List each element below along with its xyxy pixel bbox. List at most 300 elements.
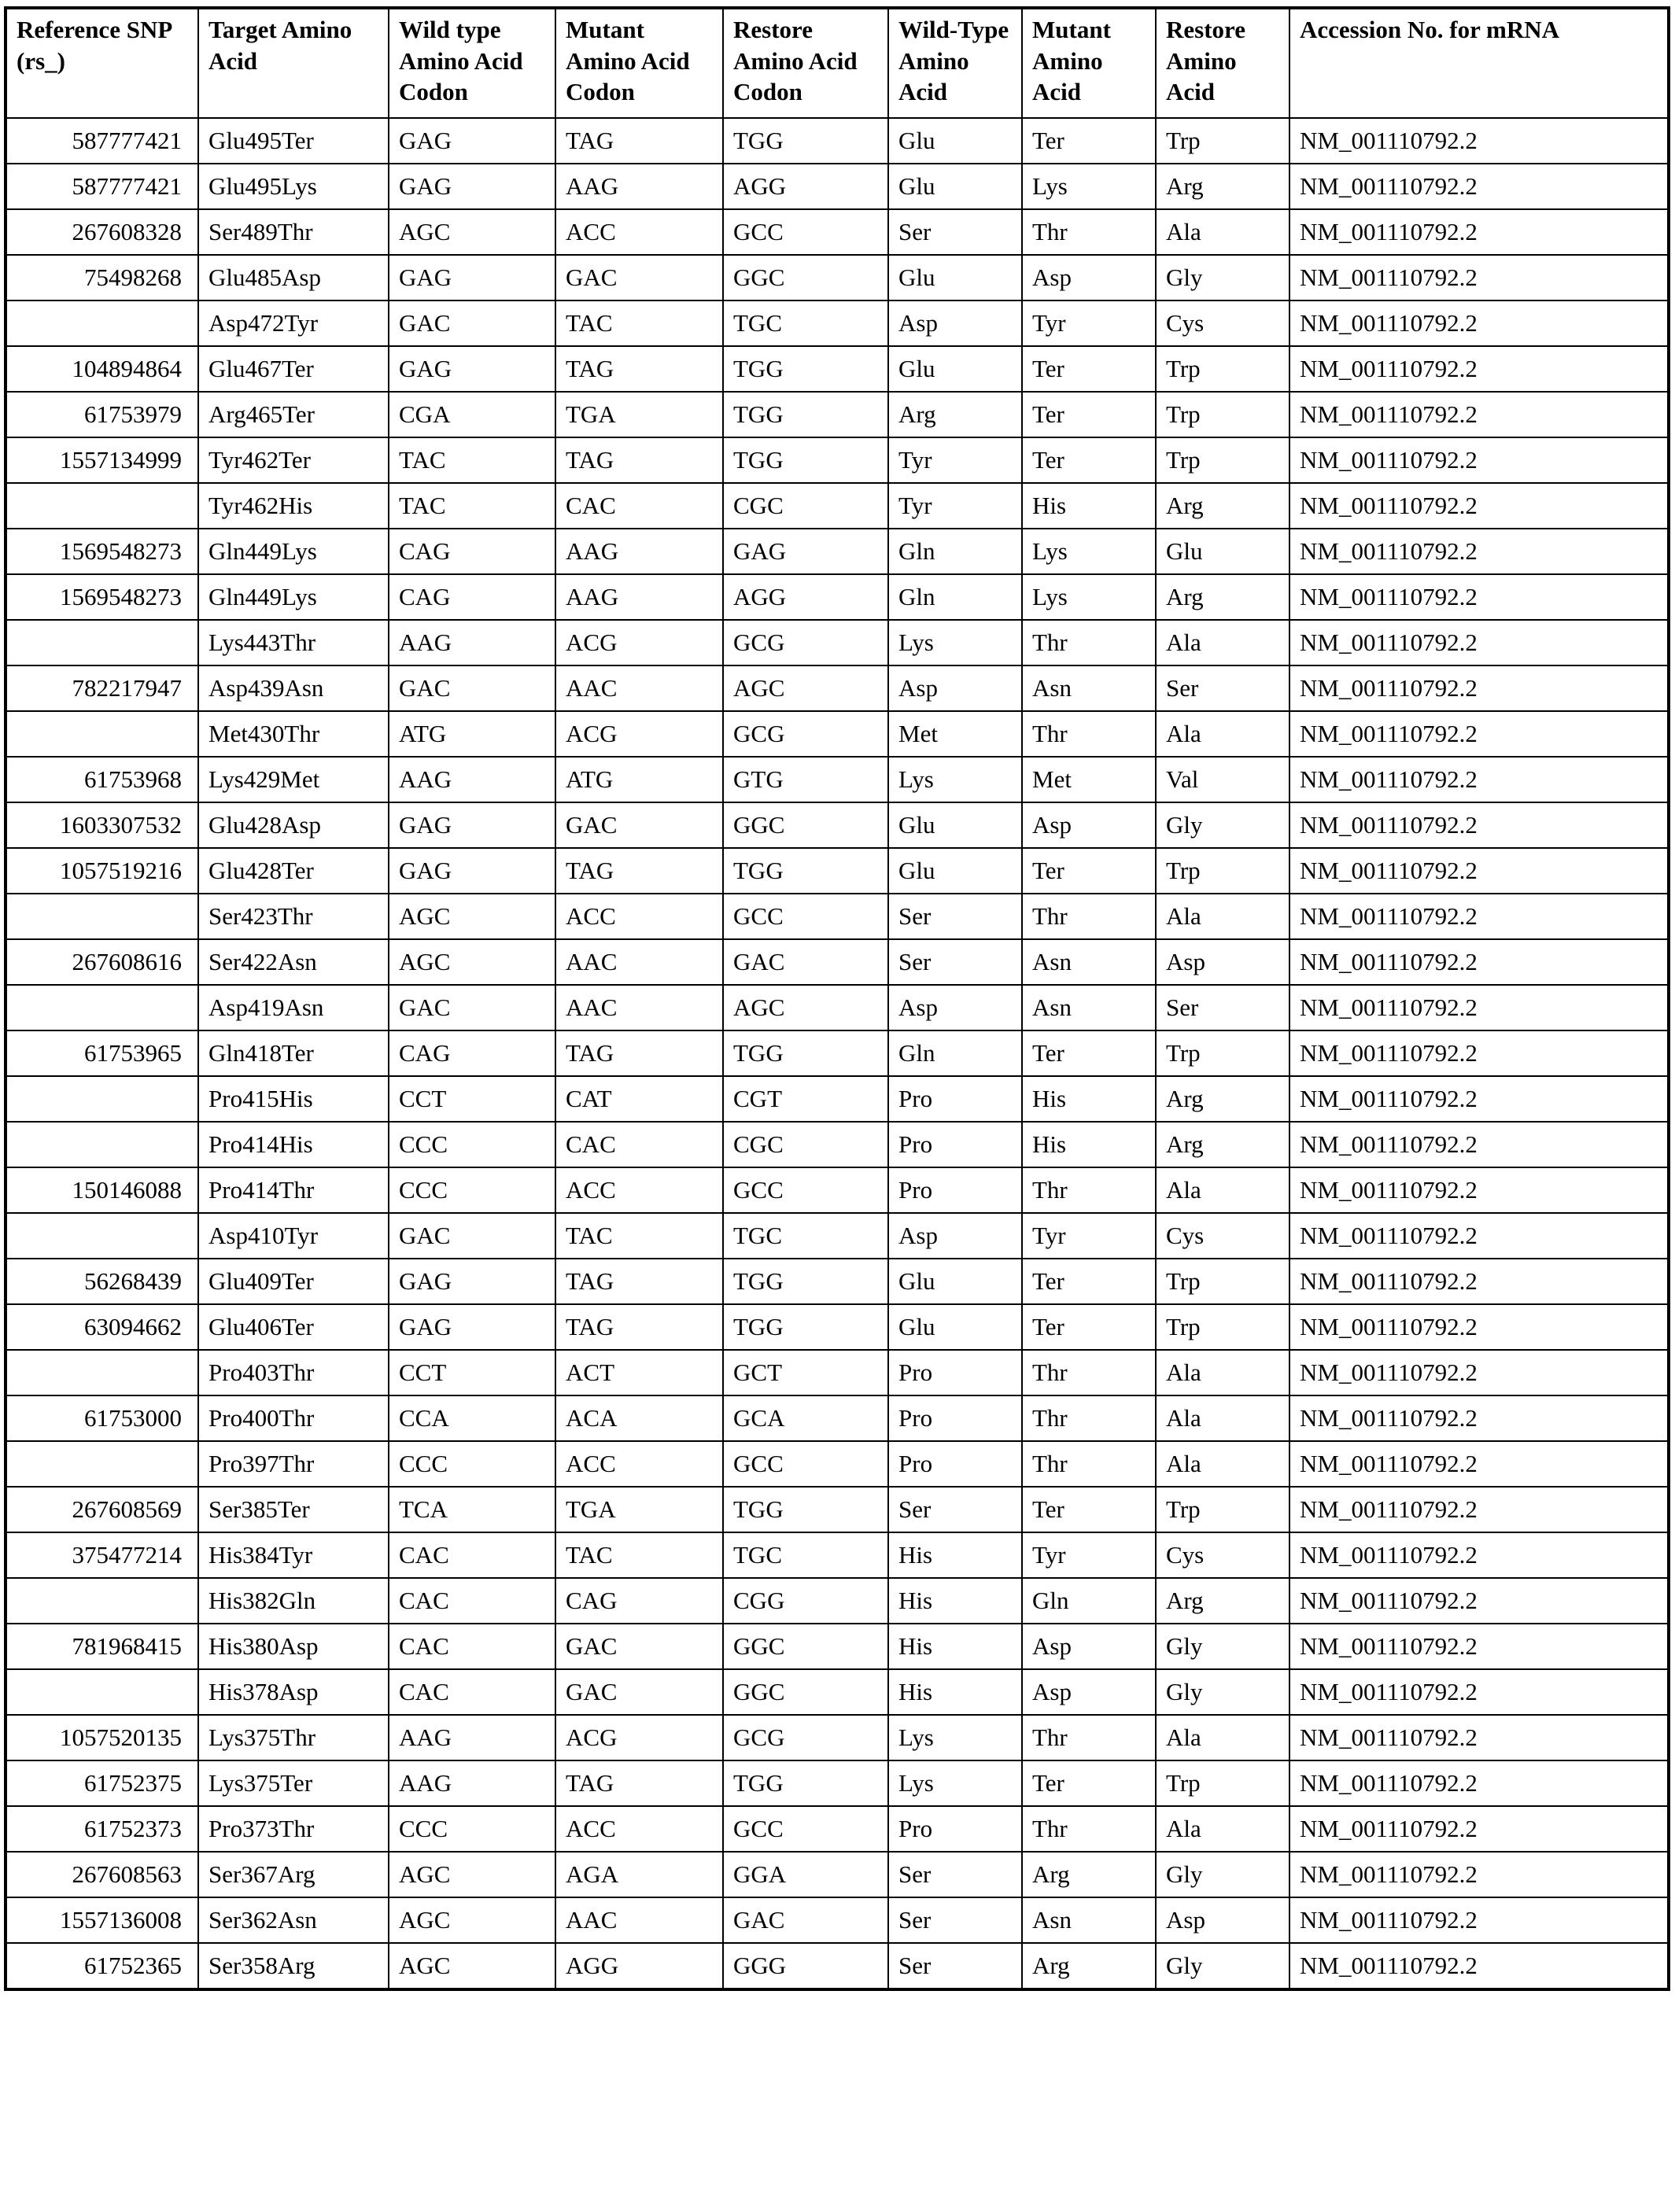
table-cell: NM_001110792.2 [1289,1030,1669,1076]
table-cell: Ter [1022,346,1156,392]
table-cell: AAC [555,665,723,711]
table-cell: GGC [723,802,888,848]
table-cell: Arg [1156,164,1289,209]
table-cell: GCC [723,1806,888,1852]
table-row [6,1852,1669,1897]
table-row [6,1532,1669,1578]
table-cell [6,1213,198,1259]
table-cell: 150146088 [6,1167,198,1213]
table-cell: GAG [389,848,555,894]
table-cell: Pro414Thr [198,1167,389,1213]
table-row [6,1259,1669,1304]
table-cell: GAC [723,1897,888,1943]
table-cell: TAG [555,1760,723,1806]
table-cell [6,711,198,757]
table-cell: Ser [888,209,1022,255]
table-cell: NM_001110792.2 [1289,1395,1669,1441]
table-cell: Arg [1156,1122,1289,1167]
table-cell: His [888,1624,1022,1669]
table-cell: TGG [723,1760,888,1806]
header-cell: Restore Amino Acid [1156,8,1289,118]
table-cell: Ala [1156,1715,1289,1760]
table-cell: GAG [389,346,555,392]
table-cell: GAG [389,1259,555,1304]
table-cell: Asp [1156,1897,1289,1943]
table-head [6,8,1669,118]
table-cell: NM_001110792.2 [1289,711,1669,757]
table-cell: Thr [1022,1395,1156,1441]
table-cell: 61753979 [6,392,198,437]
table-row [6,939,1669,985]
table-cell: GAC [555,255,723,300]
table-row [6,346,1669,392]
table-cell: Lys [1022,529,1156,574]
table-cell: Glu [1156,529,1289,574]
table-cell: ACT [555,1350,723,1395]
table-cell: Ser [888,1852,1022,1897]
table-cell: CAC [389,1669,555,1715]
table-cell: Met [888,711,1022,757]
table-cell: AGC [389,939,555,985]
table-cell: GGA [723,1852,888,1897]
table-cell: Pro [888,1441,1022,1487]
table-cell: Ser [888,1487,1022,1532]
table-cell: GAC [555,1669,723,1715]
table-cell: TGA [555,1487,723,1532]
table-cell: Pro [888,1350,1022,1395]
table-cell: Trp [1156,437,1289,483]
table-cell: Trp [1156,1304,1289,1350]
table-cell: Arg [1156,483,1289,529]
table-cell: AAG [389,620,555,665]
table-cell: Lys375Ter [198,1760,389,1806]
header-cell: Target Amino Acid [198,8,389,118]
table-cell: Gly [1156,1669,1289,1715]
table-row [6,802,1669,848]
table-cell [6,1669,198,1715]
table-cell: GAG [389,802,555,848]
table-cell: NM_001110792.2 [1289,1304,1669,1350]
table-cell: NM_001110792.2 [1289,118,1669,164]
table-cell: His [888,1532,1022,1578]
table-cell: NM_001110792.2 [1289,164,1669,209]
table-cell: NM_001110792.2 [1289,392,1669,437]
table-row [6,574,1669,620]
table-row [6,529,1669,574]
table-cell: AGG [723,164,888,209]
table-cell: GGG [723,1943,888,1989]
table-cell: CCC [389,1122,555,1167]
header-cell: Mutant Amino Acid Codon [555,8,723,118]
table-cell: GCC [723,1167,888,1213]
table-cell: AAC [555,1897,723,1943]
table-cell: NM_001110792.2 [1289,1806,1669,1852]
table-cell: NM_001110792.2 [1289,529,1669,574]
table-cell: Glu [888,255,1022,300]
table-cell: CGT [723,1076,888,1122]
table-row [6,1395,1669,1441]
table-cell: TGG [723,1259,888,1304]
table-cell: GAG [389,255,555,300]
table-cell: CCC [389,1167,555,1213]
table-row [6,1943,1669,1989]
table-cell: TGA [555,392,723,437]
table-cell: TGC [723,1213,888,1259]
table-cell: Ala [1156,1350,1289,1395]
table-cell: AGC [723,985,888,1030]
table-cell: Glu428Asp [198,802,389,848]
table-cell: 61752365 [6,1943,198,1989]
table-cell: Pro [888,1395,1022,1441]
table-cell: Glu428Ter [198,848,389,894]
table-cell: CGA [389,392,555,437]
table-row [6,1624,1669,1669]
table-cell: NM_001110792.2 [1289,1624,1669,1669]
table-cell: TGG [723,392,888,437]
table-cell: NM_001110792.2 [1289,1715,1669,1760]
table-cell: GCC [723,894,888,939]
table-cell: CAC [389,1578,555,1624]
table-row [6,1030,1669,1076]
table-cell: AGG [555,1943,723,1989]
table-cell: NM_001110792.2 [1289,346,1669,392]
table-row [6,1304,1669,1350]
table-row [6,1076,1669,1122]
table-cell: Arg [888,392,1022,437]
table-cell: Pro414His [198,1122,389,1167]
table-cell: GAC [389,665,555,711]
table-row [6,392,1669,437]
table-cell: CGC [723,1122,888,1167]
table-cell: NM_001110792.2 [1289,1578,1669,1624]
table-cell: TGG [723,437,888,483]
table-cell: Gly [1156,1624,1289,1669]
table-cell: His [1022,1076,1156,1122]
table-cell: Glu467Ter [198,346,389,392]
header-cell: Wild-Type Amino Acid [888,8,1022,118]
table-cell: Ser367Arg [198,1852,389,1897]
table-cell: Ser362Asn [198,1897,389,1943]
table-cell: GGC [723,1669,888,1715]
table-cell: NM_001110792.2 [1289,985,1669,1030]
table-cell: TGG [723,848,888,894]
table-cell: Thr [1022,1350,1156,1395]
table-cell [6,1076,198,1122]
table-cell: CAG [389,1030,555,1076]
table-cell: NM_001110792.2 [1289,209,1669,255]
table-cell: Ser [888,1943,1022,1989]
table-cell: TAC [389,437,555,483]
table-cell: Gly [1156,255,1289,300]
table-cell: ATG [389,711,555,757]
table-cell: Gln [888,574,1022,620]
table-row [6,620,1669,665]
header-cell: Accession No. for mRNA [1289,8,1669,118]
table-cell: CAG [555,1578,723,1624]
table-row [6,1213,1669,1259]
table-cell: AAG [389,757,555,802]
table-cell [6,1122,198,1167]
table-cell: Ala [1156,894,1289,939]
table-row [6,1669,1669,1715]
table-cell: GTG [723,757,888,802]
table-cell: Trp [1156,118,1289,164]
table-cell: Ala [1156,620,1289,665]
table-cell: Gln [888,529,1022,574]
table-cell: His382Gln [198,1578,389,1624]
table-cell: Lys [1022,164,1156,209]
table-cell: Tyr [1022,1213,1156,1259]
table-cell: Pro397Thr [198,1441,389,1487]
table-cell: Pro [888,1806,1022,1852]
table-cell: NM_001110792.2 [1289,665,1669,711]
table-cell: ACC [555,894,723,939]
table-cell: 61752373 [6,1806,198,1852]
table-cell: TAG [555,437,723,483]
table-cell: 1057520135 [6,1715,198,1760]
table-row [6,894,1669,939]
table-cell: CCT [389,1076,555,1122]
table-cell: AAC [555,939,723,985]
table-cell: Val [1156,757,1289,802]
table-cell: TCA [389,1487,555,1532]
table-cell: 1569548273 [6,529,198,574]
table-cell: CAC [389,1532,555,1578]
table-cell: Asn [1022,1897,1156,1943]
table-cell: Pro403Thr [198,1350,389,1395]
table-cell: Ter [1022,1304,1156,1350]
table-cell: Pro [888,1122,1022,1167]
table-cell: Lys [888,1760,1022,1806]
table-cell: TAG [555,848,723,894]
table-cell: Tyr [1022,1532,1156,1578]
table-cell: ACG [555,711,723,757]
table-cell: CCA [389,1395,555,1441]
table-cell: Gln418Ter [198,1030,389,1076]
table-cell: CAC [555,1122,723,1167]
table-cell: 587777421 [6,118,198,164]
table-cell: Asp [1022,1669,1156,1715]
table-cell: Ser423Thr [198,894,389,939]
table-cell: CAG [389,574,555,620]
table-cell: TAG [555,118,723,164]
table-cell: GAG [389,118,555,164]
table-cell: Tyr [888,483,1022,529]
table-cell: TGC [723,300,888,346]
table-row [6,1441,1669,1487]
table-cell: NM_001110792.2 [1289,1167,1669,1213]
table-cell: Glu495Lys [198,164,389,209]
table-row [6,209,1669,255]
table-cell: Gln449Lys [198,574,389,620]
table-cell: Thr [1022,711,1156,757]
table-cell: Thr [1022,894,1156,939]
table-cell: 587777421 [6,164,198,209]
table-cell: Trp [1156,1030,1289,1076]
table-cell: Met [1022,757,1156,802]
table-cell: AGC [389,894,555,939]
table-cell: TGG [723,1030,888,1076]
table-cell: NM_001110792.2 [1289,1259,1669,1304]
table-cell: Asp439Asn [198,665,389,711]
table-row [6,1578,1669,1624]
table-cell: Tyr [888,437,1022,483]
table-cell: 61753965 [6,1030,198,1076]
table-cell: Cys [1156,1213,1289,1259]
table-cell: NM_001110792.2 [1289,848,1669,894]
table-row [6,1715,1669,1760]
table-cell: Gly [1156,1943,1289,1989]
table-cell: Ter [1022,848,1156,894]
table-row [6,255,1669,300]
table-cell: Asn [1022,939,1156,985]
table-cell: GCC [723,209,888,255]
table-cell: Trp [1156,392,1289,437]
table-cell: Thr [1022,1806,1156,1852]
table-cell: Pro415His [198,1076,389,1122]
table-cell: 1557134999 [6,437,198,483]
table-cell: CCC [389,1441,555,1487]
table-cell: NM_001110792.2 [1289,1122,1669,1167]
table-cell: AGC [389,209,555,255]
table-cell: ACC [555,1167,723,1213]
table-cell: GGC [723,255,888,300]
table-cell: NM_001110792.2 [1289,1943,1669,1989]
table-cell: Thr [1022,1715,1156,1760]
table-cell: CCC [389,1806,555,1852]
table-cell: 1569548273 [6,574,198,620]
table-cell: GAG [389,1304,555,1350]
table-cell: 104894864 [6,346,198,392]
table-cell: TAG [555,346,723,392]
table-cell: Arg [1156,1578,1289,1624]
table-cell: Gln [1022,1578,1156,1624]
table-cell: Ala [1156,711,1289,757]
table-cell: NM_001110792.2 [1289,757,1669,802]
table-cell: Lys [888,620,1022,665]
table-cell: Gly [1156,1852,1289,1897]
table-cell: 61753000 [6,1395,198,1441]
table-body [6,118,1669,1989]
table-cell: 782217947 [6,665,198,711]
table-cell [6,894,198,939]
table-cell: Cys [1156,1532,1289,1578]
table-cell: GAC [389,300,555,346]
table-cell: 781968415 [6,1624,198,1669]
table-cell: GAC [389,985,555,1030]
table-cell [6,483,198,529]
table-cell: CAC [389,1624,555,1669]
table-cell: Arg [1156,574,1289,620]
table-cell: NM_001110792.2 [1289,1897,1669,1943]
table-cell: Tyr462His [198,483,389,529]
table-cell: Trp [1156,1259,1289,1304]
table-row [6,1167,1669,1213]
table-cell: ACA [555,1395,723,1441]
table-cell: NM_001110792.2 [1289,1487,1669,1532]
table-cell: Glu406Ter [198,1304,389,1350]
header-cell: Reference SNP (rs_) [6,8,198,118]
table-cell: His [1022,1122,1156,1167]
table-cell: TGG [723,346,888,392]
table-cell: ACC [555,1806,723,1852]
table-cell: Trp [1156,1760,1289,1806]
table-cell: Ser385Ter [198,1487,389,1532]
table-cell: ACG [555,1715,723,1760]
table-cell: Glu [888,164,1022,209]
table-row [6,1122,1669,1167]
table-cell: Glu [888,1259,1022,1304]
table-cell: His378Asp [198,1669,389,1715]
table-cell: Arg [1022,1852,1156,1897]
table-cell: Asp [1022,255,1156,300]
table-cell: Ter [1022,1487,1156,1532]
table-cell: Ala [1156,1395,1289,1441]
table-row [6,848,1669,894]
table-row [6,1487,1669,1532]
table-cell: AAG [555,164,723,209]
table-cell [6,620,198,665]
table-row [6,985,1669,1030]
table-cell: ACG [555,620,723,665]
table-cell: Ter [1022,1259,1156,1304]
table-cell: AAC [555,985,723,1030]
table-cell: Arg [1156,1076,1289,1122]
table-cell: TAC [555,300,723,346]
table-cell: AAG [555,529,723,574]
table-cell: Glu [888,118,1022,164]
header-cell: Mutant Amino Acid [1022,8,1156,118]
table-cell: Ser [1156,665,1289,711]
table-cell: Ter [1022,118,1156,164]
table-cell: TGC [723,1532,888,1578]
table-cell: NM_001110792.2 [1289,1852,1669,1897]
table-cell: GCC [723,1441,888,1487]
table-cell: GAG [389,164,555,209]
table-cell: Lys443Thr [198,620,389,665]
table-cell: His [888,1669,1022,1715]
table-cell: 375477214 [6,1532,198,1578]
table-cell: Pro [888,1076,1022,1122]
table-cell: NM_001110792.2 [1289,939,1669,985]
table-cell: 267608569 [6,1487,198,1532]
table-cell: 1557136008 [6,1897,198,1943]
table-cell: TAC [389,483,555,529]
table-cell: AGG [723,574,888,620]
table-cell: NM_001110792.2 [1289,894,1669,939]
table-row [6,164,1669,209]
snp-table [4,6,1670,1991]
table-cell: Glu409Ter [198,1259,389,1304]
table-cell: Arg [1022,1943,1156,1989]
table-cell: 63094662 [6,1304,198,1350]
table-cell: GAC [555,1624,723,1669]
table-cell: Lys [1022,574,1156,620]
table-cell: Ala [1156,1806,1289,1852]
table-cell [6,985,198,1030]
table-cell: Asp [888,665,1022,711]
table-row [6,118,1669,164]
table-cell: AGC [723,665,888,711]
table-cell: Asp [1022,802,1156,848]
table-cell: 56268439 [6,1259,198,1304]
table-row [6,711,1669,757]
table-cell: Gln [888,1030,1022,1076]
table-cell: Gln449Lys [198,529,389,574]
table-cell: 61752375 [6,1760,198,1806]
table-cell: NM_001110792.2 [1289,802,1669,848]
table-cell: CAG [389,529,555,574]
